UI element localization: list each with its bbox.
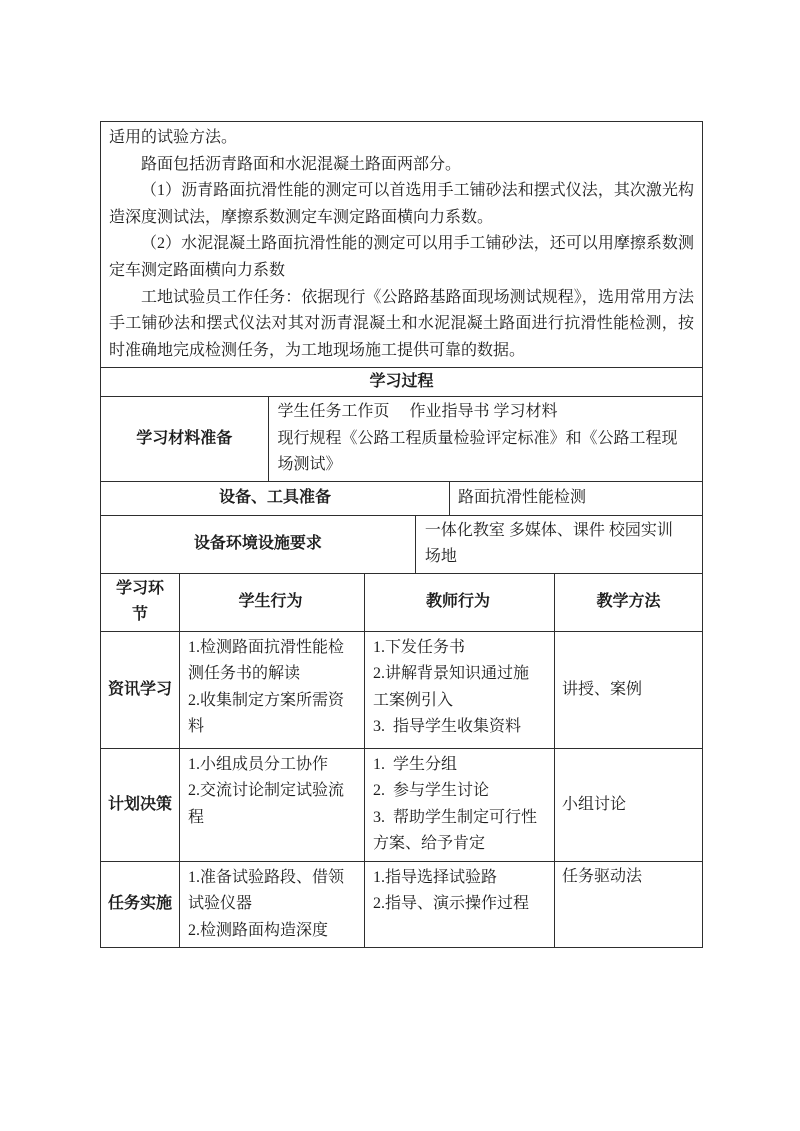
- teacher-action-item: 2.指导、演示操作过程: [373, 895, 530, 913]
- teacher-action-item: 2. 参与学生讨论: [373, 782, 490, 800]
- student-action-item: 2.收集制定方案所需资料: [188, 691, 345, 736]
- environment-value: 一体化教室 多媒体、课件 校园实训场地: [415, 516, 702, 573]
- student-actions-cell: [179, 632, 364, 748]
- step-row-plan-decision: [101, 748, 702, 861]
- process-title: 学习过程: [369, 373, 434, 391]
- materials-line-1: 学生任务工作页 作业指导书 学习材料: [277, 403, 558, 421]
- environment-label: 设备环境设施要求: [193, 535, 322, 553]
- teaching-method-cell: 小组讨论: [554, 749, 702, 861]
- intro-paragraph-5: 工地试验员工作任务：依据现行《公路路基路面现场测试规程》，选用常用方法手工铺砂法和摆式仪法对其对沥青混凝土和水泥混凝土路面进行抗滑性能检测，按时准确地完成检测任务，为工地现场施工提供可靠的数据。: [109, 288, 694, 359]
- column-header-method: 教学方法: [554, 574, 702, 631]
- materials-row: [101, 396, 702, 481]
- intro-row: [101, 122, 702, 367]
- teacher-action-item: 1.指导选择试验路: [373, 868, 498, 886]
- stage-label: 任务实施: [107, 895, 172, 913]
- student-action-item: 2.交流讨论制定试验流程: [188, 782, 345, 826]
- teaching-method-cell: 讲授、案例: [554, 632, 702, 748]
- column-header-stage: 学习环节: [115, 579, 164, 624]
- teacher-action-item: 2.讲解背景知识通过施工案例引入: [373, 665, 530, 709]
- stage-label: 计划决策: [107, 795, 172, 813]
- stage-label: 资讯学习: [107, 680, 172, 698]
- student-actions-cell: [179, 749, 364, 861]
- teacher-action-item: 1.下发任务书: [373, 638, 466, 656]
- lesson-plan-table: [100, 121, 703, 948]
- materials-content-cell: [268, 397, 702, 481]
- intro-paragraph-1: 适用的试验方法。: [109, 129, 238, 146]
- teacher-actions-cell: [364, 632, 554, 748]
- teacher-action-item: 1. 学生分组: [373, 755, 458, 773]
- student-action-item: 2.检测路面构造深度: [188, 921, 329, 939]
- teacher-action-item: 3. 指导学生收集资料: [373, 718, 522, 736]
- intro-cell: [101, 122, 702, 367]
- materials-label: 学习材料准备: [136, 429, 233, 447]
- environment-row: [101, 515, 702, 573]
- intro-paragraph-4: （2）水泥混凝土路面抗滑性能的测定可以用手工铺砂法，还可以用摩擦系数测定车测定路面横向力系数: [109, 235, 694, 279]
- teacher-action-item: 3. 帮助学生制定可行性方案、给予肯定: [373, 808, 538, 853]
- step-row-info-learning: [101, 631, 702, 748]
- equipment-value: 路面抗滑性能检测: [449, 482, 702, 515]
- step-row-task-implementation: [101, 861, 702, 948]
- student-action-item: 1.小组成员分工协作: [188, 755, 329, 773]
- column-header-teacher: 教师行为: [364, 574, 554, 631]
- student-actions-cell: [179, 862, 364, 948]
- equipment-row: [101, 481, 702, 515]
- teaching-method-cell: 任务驱动法: [554, 862, 702, 948]
- equipment-label: 设备、工具准备: [218, 489, 331, 507]
- intro-paragraph-3: （1）沥青路面抗滑性能的测定可以首选用手工铺砂法和摆式仪法，其次激光构造深度测试法，摩擦系数测定车测定路面横向力系数。: [109, 182, 694, 226]
- column-header-student: 学生行为: [179, 574, 364, 631]
- teacher-actions-cell: [364, 862, 554, 948]
- process-title-row: [101, 367, 702, 396]
- intro-paragraph-2: 路面包括沥青路面和水泥混凝土路面两部分。: [141, 155, 462, 173]
- teacher-actions-cell: [364, 749, 554, 861]
- steps-header-row: [101, 573, 702, 631]
- student-action-item: 1.检测路面抗滑性能检测任务书的解读: [188, 638, 345, 683]
- materials-line-2: 现行规程《公路工程质量检验评定标准》和《公路工程现场测试》: [277, 429, 678, 474]
- student-action-item: 1.准备试验路段、借领试验仪器: [188, 868, 345, 913]
